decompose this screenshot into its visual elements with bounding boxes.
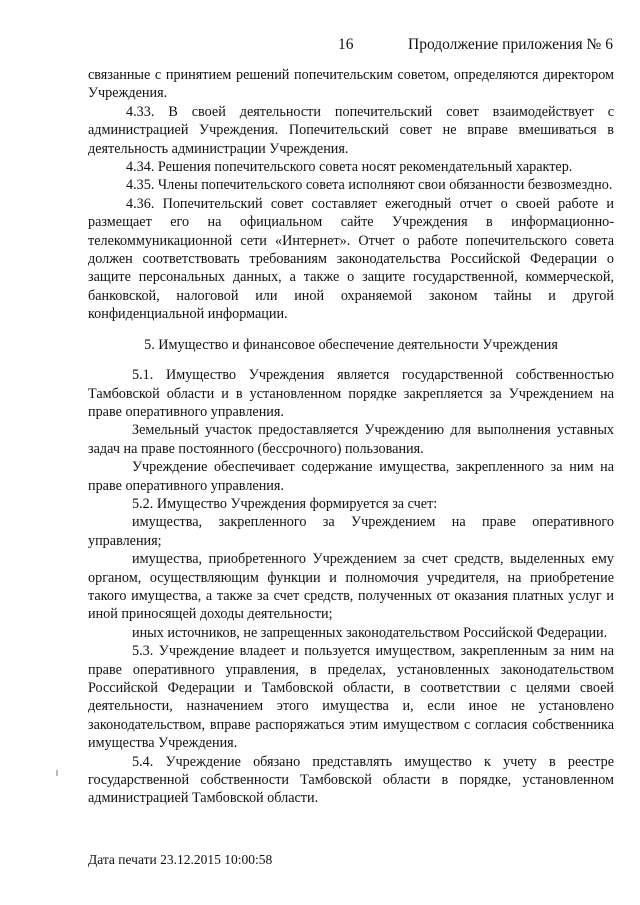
paragraph-4-33: 4.33. В своей деятельности попечительский совет взаимодействует с администрацией Учреждения. Попечительский совет не вправе вмешиваться в деятельность администрации Учреждения. bbox=[88, 103, 614, 157]
scan-mark bbox=[56, 770, 58, 776]
list-item-acquired-property: имущества, приобретенного Учреждением за счет средств, выделенных ему органом, осуществляющим функции и полномочия учредителя, на приобретение такого имущества, а также за счет средств, полученных от оказания платных услуг и иной приносящей доходы деятельности; bbox=[88, 551, 614, 623]
paragraph-5-2: 5.2. Имущество Учреждения формируется за счет: bbox=[132, 495, 438, 512]
paragraph-4-36: 4.36. Попечительский совет составляет ежегодный отчет о своей работе и размещает его на официальном сайте Учреждения в информационно-телекоммуникационной сети «Интернет». Отчет о работе попечительского совета должен соответствовать требованиям законодательства Российской Федерации о защите персональных данных, а также о защите государственной, коммерческой, банковской, налоговой или иной охраняемой законом тайны и другой конфиденциальной информации. bbox=[88, 195, 614, 323]
paragraph-5-1: 5.1. Имущество Учреждения является государственной собственностью Тамбовской области и в установленном порядке закрепляется за Учреждением на праве оперативного управления. bbox=[88, 367, 614, 420]
paragraph-4-35: 4.35. Члены попечительского совета исполняют свои обязанности безвозмездно. bbox=[126, 177, 613, 194]
print-date: Дата печати 23.12.2015 10:00:58 bbox=[88, 852, 273, 867]
paragraph-4-34: 4.34. Решения попечительского совета носят рекомендательный характер. bbox=[126, 159, 573, 176]
page-header bbox=[0, 36, 640, 58]
paragraph-5-3: 5.3. Учреждение владеет и пользуется имуществом, закрепленным за ним на праве оперативного управления, в пределах, установленных законодательством Российской Федерации и Тамбовской области, в соответствии с целями своей деятельности, назначением этого имущества и, если иное не установлено законодательством, вправе распоряжаться этим имуществом с согласия собственника имущества Учреждения. bbox=[88, 643, 614, 752]
paragraph-land-plot: Земельный участок предоставляется Учреждению для выполнения уставных задач на праве постоянного (бессрочного) пользования. bbox=[88, 422, 614, 457]
paragraph-5-4: 5.4. Учреждение обязано представлять имущество к учету в реестре государственной собственности Тамбовской области в порядке, установленном администрацией Тамбовской области. bbox=[88, 753, 614, 807]
section-title: 5. Имущество и финансовое обеспечение деятельности Учреждения bbox=[144, 336, 558, 353]
paragraph-continuation: связанные с принятием решений попечительским советом, определяются директором Учреждения. bbox=[88, 67, 614, 102]
list-item-other-sources: иных источников, не запрещенных законодательством Российской Федерации. bbox=[132, 624, 608, 641]
document-body bbox=[88, 66, 614, 808]
list-item-assigned-property: имущества, закрепленного за Учреждением на праве оперативного управления; bbox=[88, 514, 614, 549]
page-number: 16 bbox=[338, 36, 354, 53]
paragraph-maintenance: Учреждение обеспечивает содержание имущества, закрепленного за ним на праве оперативного управления. bbox=[88, 459, 614, 494]
appendix-title: Продолжение приложения № 6 bbox=[408, 36, 613, 53]
